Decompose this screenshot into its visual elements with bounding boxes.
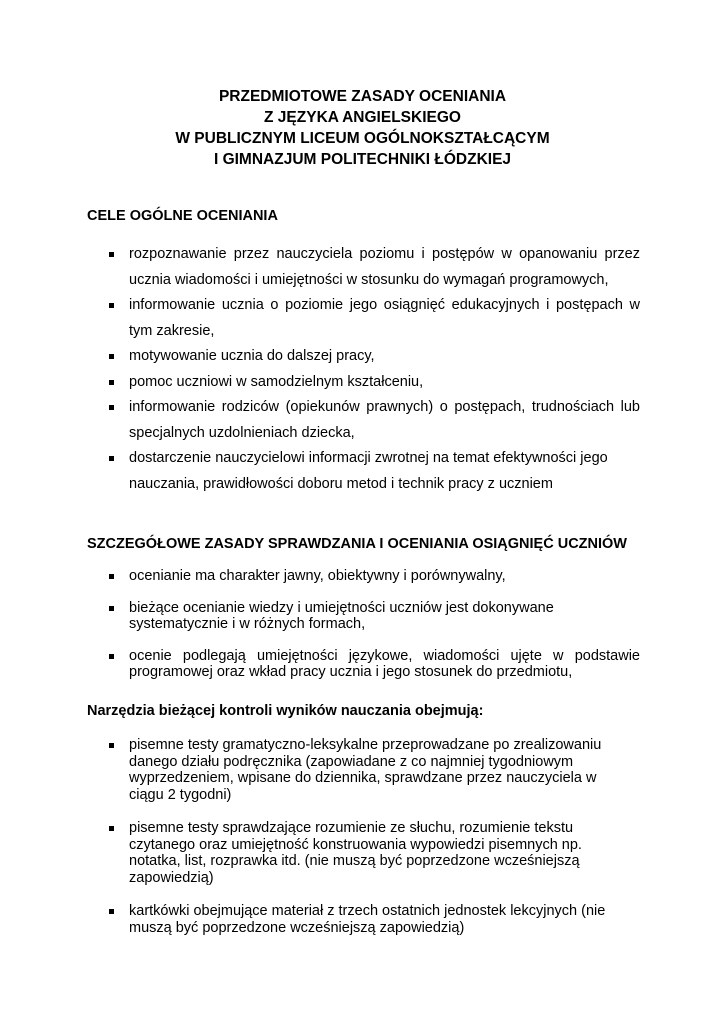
list-item-text: dostarczenie nauczycielowi informacji zwrotnej na temat efektywności jego nauczania, prawidłowości doboru metod i technik pracy z uczniem <box>129 450 608 492</box>
list-item-text: ocenianie ma charakter jawny, obiektywny i porównywalny, <box>129 568 506 584</box>
bullet-icon <box>109 743 114 748</box>
list-item-text: rozpoznawanie przez nauczyciela poziomu i postępów w opanowaniu przez ucznia wiadomości i umiejętności w stosunku do wymagań programowych, <box>129 246 640 288</box>
list-item <box>108 344 640 370</box>
general-goals-list <box>108 242 640 497</box>
assessment-tools-list <box>108 737 608 936</box>
list-item-text: kartkówki obejmujące materiał z trzech ostatnich jednostek lekcyjnych (nie muszą być poprzedzone wcześniejszą zapowiedzią) <box>129 903 606 936</box>
bullet-icon <box>109 826 114 831</box>
bullet-icon <box>109 606 114 611</box>
bullet-icon <box>109 252 114 257</box>
bullet-icon <box>109 654 114 659</box>
list-item-text: pisemne testy sprawdzające rozumienie ze słuchu, rozumienie tekstu czytanego oraz umiejętność konstruowania wypowiedzi pisemnych np. notatka, list, rozprawka itd. (nie muszą być poprzedzone wcześniejszą zapowiedzią) <box>129 820 582 886</box>
list-item <box>108 446 640 497</box>
section-heading-assessment-tools: Narzędzia bieżącej kontroli wyników nauczania obejmują: <box>87 703 484 719</box>
list-item-text: informowanie ucznia o poziomie jego osiągnięć edukacyjnych i postępach w tym zakresie, <box>129 297 640 339</box>
bullet-icon <box>109 456 114 461</box>
bullet-icon <box>109 909 114 914</box>
bullet-icon <box>109 574 114 579</box>
list-item-text: bieżące ocenianie wiedzy i umiejętności uczniów jest dokonywane systematycznie i w różnych formach, <box>129 599 554 632</box>
list-item <box>108 600 640 633</box>
bullet-icon <box>109 303 114 308</box>
list-item-text: pisemne testy gramatyczno-leksykalne przeprowadzane po zrealizowaniu danego działu podręcznika (zapowiadane z co najmniej tygodniowym wyprzedzeniem, wpisane do dziennika, sprawdzane przez nauczyciela w ciągu 2 tygodni) <box>129 737 602 803</box>
list-item <box>108 370 640 396</box>
title-line-2: Z JĘZYKA ANGIELSKIEGO <box>264 109 461 126</box>
title-line-1: PRZEDMIOTOWE ZASADY OCENIANIA <box>218 88 507 105</box>
list-item <box>108 242 640 293</box>
bullet-icon <box>109 354 114 359</box>
list-item-text: ocenie podlegają umiejętności językowe, wiadomości ujęte w podstawie programowej oraz wkład pracy ucznia i jego stosunek do przedmiotu, <box>129 647 640 680</box>
list-item <box>108 568 640 585</box>
list-item-text: informowanie rodziców (opiekunów prawnych) o postępach, trudnościach lub specjalnych uzdolnieniach dziecka, <box>129 399 640 441</box>
title-line-4: I GIMNAZJUM POLITECHNIKI ŁÓDZKIEJ <box>213 151 512 168</box>
section-heading-detailed-rules: SZCZEGÓŁOWE ZASADY SPRAWDZANIA I OCENIANIA OSIĄGNIĘĆ UCZNIÓW <box>87 536 627 552</box>
list-item <box>108 293 640 344</box>
list-item-text: pomoc uczniowi w samodzielnym kształceniu, <box>129 373 424 390</box>
bullet-icon <box>109 405 114 410</box>
detailed-rules-list <box>108 568 640 681</box>
list-item-text: motywowanie ucznia do dalszej pracy, <box>129 348 375 364</box>
bullet-icon <box>109 380 114 385</box>
list-item <box>108 395 640 446</box>
list-item <box>108 820 608 886</box>
title-line-3: W PUBLICZNYM LICEUM OGÓLNOKSZTAŁCĄCYM <box>175 130 550 147</box>
document-title <box>0 86 725 170</box>
list-item <box>108 903 639 936</box>
section-heading-general-goals: CELE OGÓLNE OCENIANIA <box>87 208 278 224</box>
list-item <box>108 648 640 681</box>
list-item <box>108 737 608 803</box>
